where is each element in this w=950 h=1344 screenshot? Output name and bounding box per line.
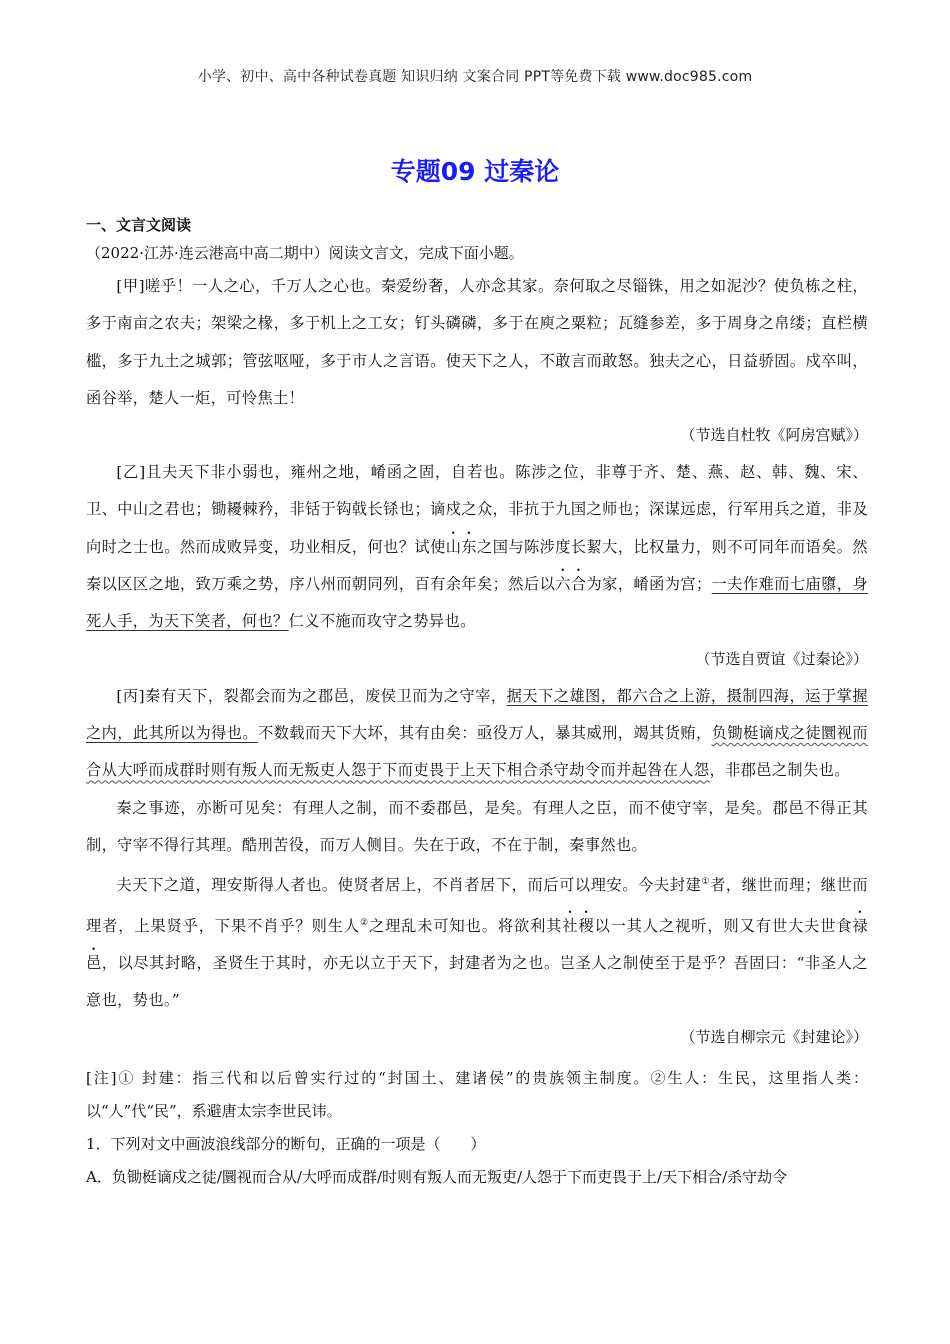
question-1-option-a: A．负锄梃谪戍之徒/圜视而合从/大呼而成群/时则有叛人而无叛吏/人怨于下而吏畏于上/天下相合/杀守劫令 [86, 1168, 788, 1187]
intro-line: （2022·江苏·连云港高中高二期中）阅读文言文，完成下面小题。 [86, 244, 524, 262]
passage-bing-text: ，非郡邑之制失也。 [709, 761, 850, 780]
passage-yi-text: 之国与陈涉度长絜大，比权量力，则不可同年而语矣。然秦以区区之地，致万乘之势，序八州而朝同列，百有余年矣；然后以 [86, 537, 869, 594]
passage-yi [86, 454, 868, 640]
passage-bing-text: 不数载而天下大坏，其有由矣：亟役万人，暴其威刑，竭其货贿， [258, 723, 712, 742]
question-1-stem: 1．下列对文中画波浪线部分的断句，正确的一项是（ ） [86, 1135, 486, 1154]
emphasis-luyi: 禄邑 [86, 916, 868, 972]
page-title: 专题09 过秦论 [390, 157, 560, 186]
passage-bing [86, 678, 868, 790]
underlined-sentence-bing: 据天下之雄图，都六合之上游，摄制四海，运于掌握之内，此其所以为得也。 [86, 686, 868, 742]
emphasis-sheji: 社稷 [562, 916, 595, 935]
footnote-mark-2: ② [359, 917, 369, 928]
page-header: 小学、初中、高中各种试卷真题 知识归纳 文案合同 PPT等免费下载 www.doc985.com [197, 69, 753, 85]
passage-bing-3 [86, 864, 868, 1019]
passage-yi-text: [乙]且夫天下非小弱也，雍州之地，崤函之固，自若也。陈涉之位，非尊于齐、楚、燕、赵、韩、魏、宋、卫、中山之君也；锄耰棘矜，非铦于钩戟长铩也；谪戍之众，非抗于九国之师也；深谋远虑，行军用兵之道，非及向时之士也。然而成败异变，功业相反，何也？试使 [86, 463, 868, 556]
passage-bing-text: [丙]秦有天下，裂都会而为之郡邑，废侯卫而为之守宰， [116, 686, 507, 705]
source-yi: （节选自贾谊《过秦论》） [695, 649, 868, 668]
emphasis-liuhe: 六合 [555, 575, 587, 594]
emphasis-shandong: 山东 [445, 537, 478, 556]
passage-bing-2: 秦之事迹，亦断可见矣：有理人之制，而不委郡邑，是矣。有理人之臣，而不使守宰，是矣。郡邑不得正其制，守宰不得行其理。酷刑苦役，而万人侧目。失在于政，不在于制，秦事然也。 [86, 798, 868, 854]
passage-yi-text: 为家，崤函为宫； [586, 575, 712, 594]
passage-bing3-text: 夫天下之道，理安斯得人者也。使贤者居上，不肖者居下，而后可以理安。今夫封建 [116, 876, 702, 895]
wavy-underlined-section: 负锄梃谪戍之徒圜视而合从大呼而成群时则有叛人而无叛吏人怨于下而吏畏于上天下相合杀守劫令而并起咎在人怨 [86, 723, 869, 780]
passage-bing3-text: ，以尽其封略，圣贤生于其时，亦无以立于天下，封建者为之也。岂圣人之制使至于是乎？吾固曰：“非圣人之意也，势也。” [86, 953, 868, 1010]
document-body [86, 212, 868, 1194]
passage-bing3-text: 之理乱未可知也。将欲利其 [368, 916, 563, 935]
passage-bing3-text: 以一其人之视听，则又有世大夫世食 [594, 916, 853, 935]
footnote-mark-1: ① [701, 877, 711, 888]
passage-jia: [甲]嗟乎！一人之心，千万人之心也。秦爱纷奢，人亦念其家。奈何取之尽锱铢，用之如泥沙？使负栋之柱，多于南亩之农夫；架梁之椽，多于机上之工女；钉头磷磷，多于在庾之粟粒；瓦缝参差，多于周身之帛缕；直栏横槛，多于九土之城郭；管弦呕哑，多于市人之言语。使天下之人，不敢言而敢怒。独夫之心，日益骄固。戍卒叫，函谷举，楚人一炬，可怜焦土！ [86, 277, 868, 407]
source-bing: （节选自柳宗元《封建论》） [680, 1028, 868, 1047]
passage-bing3-text: 者，继世而理；继世而理者，上果贤乎，下果不肖乎？则生人 [86, 876, 868, 935]
underlined-sentence-yi: 一夫作难而七庙隳，身死人手，为天下笑者，何也？ [86, 575, 869, 631]
source-jia: （节选自杜牧《阿房宫赋》） [680, 426, 868, 445]
footnote: [注]① 封建：指三代和以后曾实行过的“封国土、建诸侯”的贵族领主制度。②生人：生民，这里指人类：以“人”代“民”，系避唐太宗李世民讳。 [86, 1069, 868, 1121]
section-heading: 一、文言文阅读 [86, 216, 192, 234]
passage-yi-text: 仁义不施而攻守之势异也。 [288, 612, 476, 631]
